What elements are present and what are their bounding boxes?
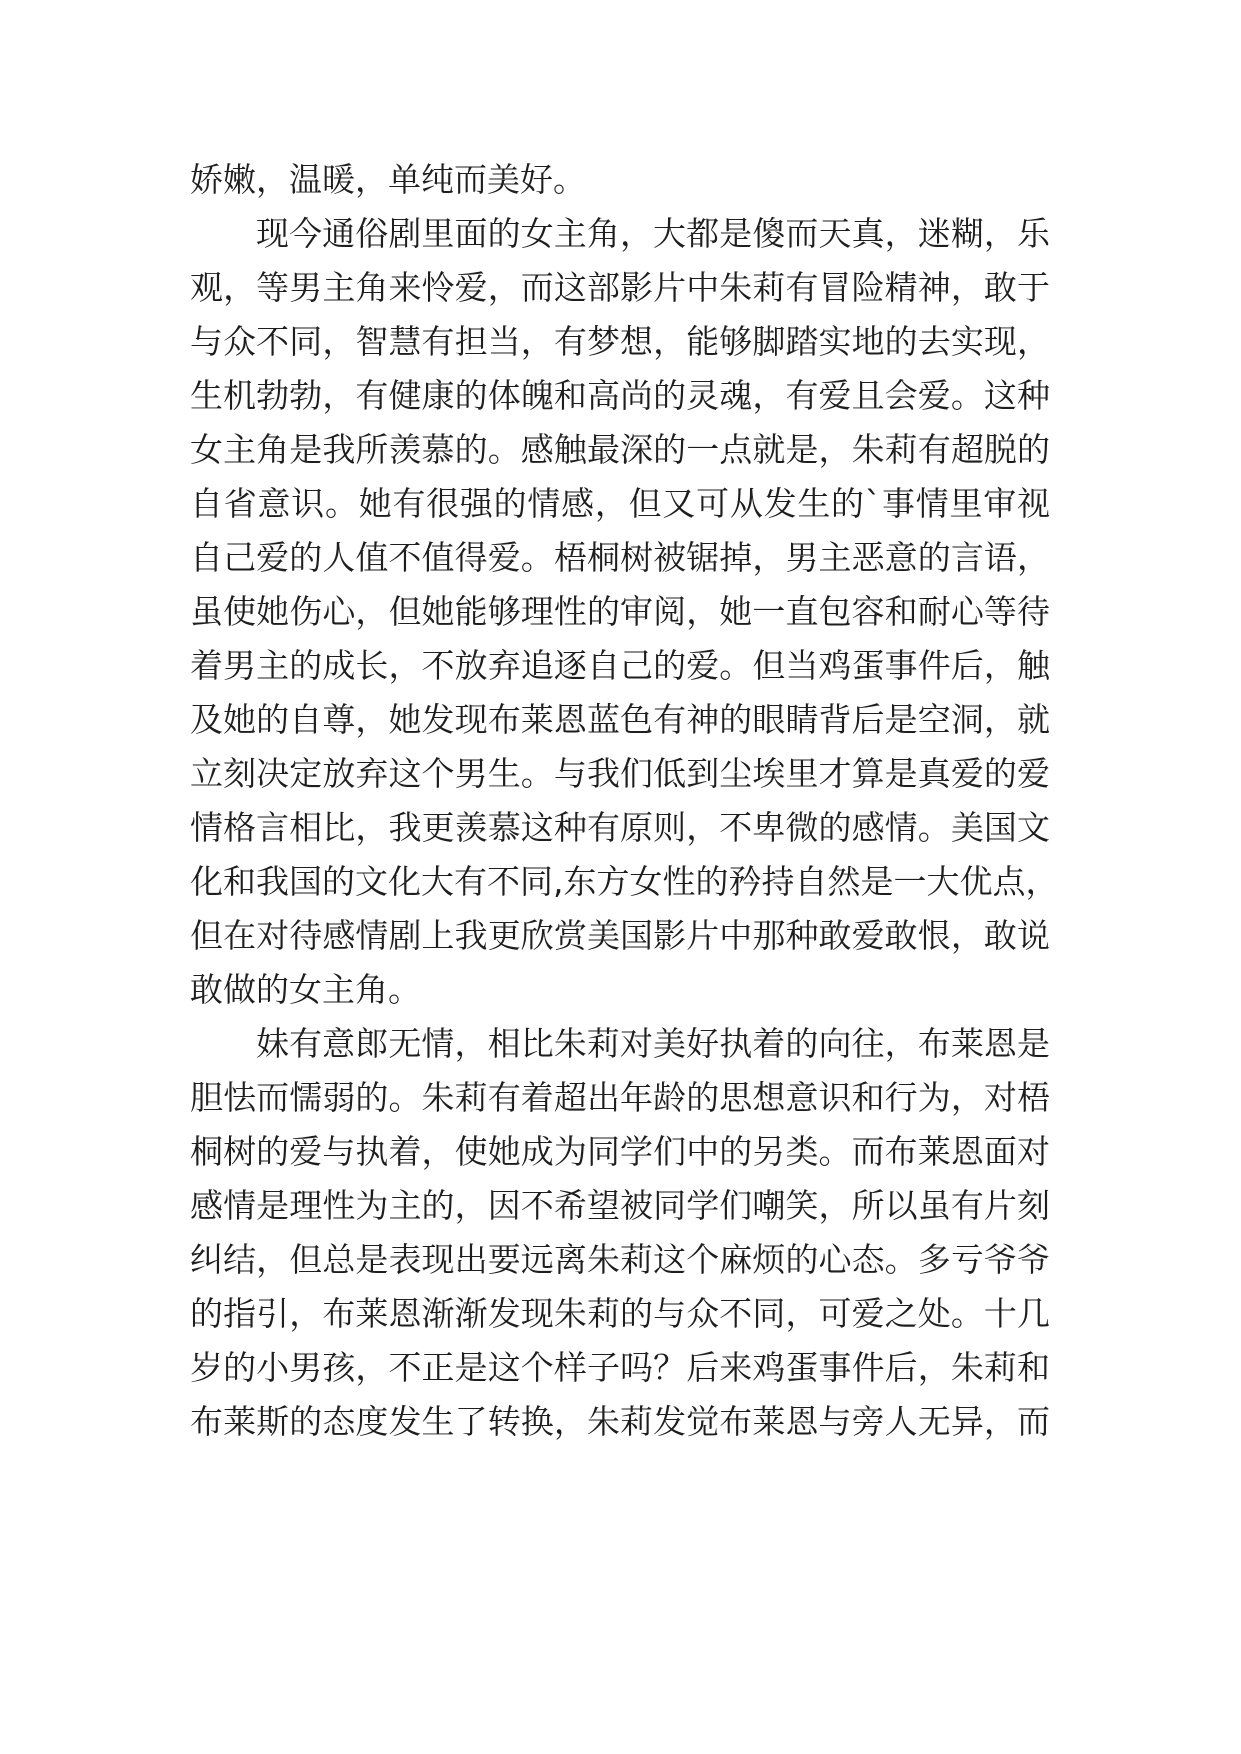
text-line: 自己爱的人值不值得爱。梧桐树被锯掉，男主恶意的言语，: [190, 538, 1050, 577]
text-line: 着男主的成长，不放弃追逐自己的爱。但当鸡蛋事件后，触: [190, 646, 1050, 685]
text-line: 化和我国的文化大有不同,东方女性的矜持自然是一大优点，: [190, 862, 1059, 901]
text-line: 但在对待感情剧上我更欣赏美国影片中那种敢爱敢恨，敢说: [190, 916, 1050, 955]
text-line: 生机勃勃，有健康的体魄和高尚的灵魂，有爱且会爱。这种: [190, 376, 1050, 415]
text-line: 敢做的女主角。: [190, 970, 421, 1009]
text-line: 胆怯而懦弱的。朱莉有着超出年龄的思想意识和行为，对梧: [190, 1078, 1050, 1117]
text-line: 与众不同，智慧有担当，有梦想，能够脚踏实地的去实现，: [190, 322, 1050, 361]
text-line: 布莱斯的态度发生了转换，朱莉发觉布莱恩与旁人无异，而: [190, 1402, 1050, 1441]
text-line: 及她的自尊，她发现布莱恩蓝色有神的眼睛背后是空洞，就: [190, 700, 1050, 739]
text-line: 自省意识。她有很强的情感，但又可从发生的`事情里审视: [190, 484, 1050, 523]
text-line: 纠结，但总是表现出要远离朱莉这个麻烦的心态。多亏爷爷: [190, 1240, 1050, 1279]
text-line: 观，等男主角来怜爱，而这部影片中朱莉有冒险精神，敢于: [190, 268, 1050, 307]
text-line: 虽使她伤心，但她能够理性的审阅，她一直包容和耐心等待: [190, 592, 1050, 631]
text-line: 的指引，布莱恩渐渐发现朱莉的与众不同，可爱之处。十几: [190, 1294, 1050, 1333]
text-line: 娇嫩，温暖，单纯而美好。: [190, 160, 586, 199]
paragraph-first-line: 妹有意郎无情，相比朱莉对美好执着的向往，布莱恩是: [256, 1024, 1050, 1063]
text-line: 女主角是我所羡慕的。感触最深的一点就是，朱莉有超脱的: [190, 430, 1050, 469]
paragraph-first-line: 现今通俗剧里面的女主角，大都是傻而天真，迷糊，乐: [256, 214, 1050, 253]
text-line: 感情是理性为主的，因不希望被同学们嘲笑，所以虽有片刻: [190, 1186, 1050, 1225]
text-line: 岁的小男孩，不正是这个样子吗？后来鸡蛋事件后，朱莉和: [190, 1348, 1050, 1387]
text-line: 情格言相比，我更羡慕这种有原则，不卑微的感情。美国文: [190, 808, 1050, 847]
text-line: 立刻决定放弃这个男生。与我们低到尘埃里才算是真爱的爱: [190, 754, 1050, 793]
text-line: 桐树的爱与执着，使她成为同学们中的另类。而布莱恩面对: [190, 1132, 1050, 1171]
